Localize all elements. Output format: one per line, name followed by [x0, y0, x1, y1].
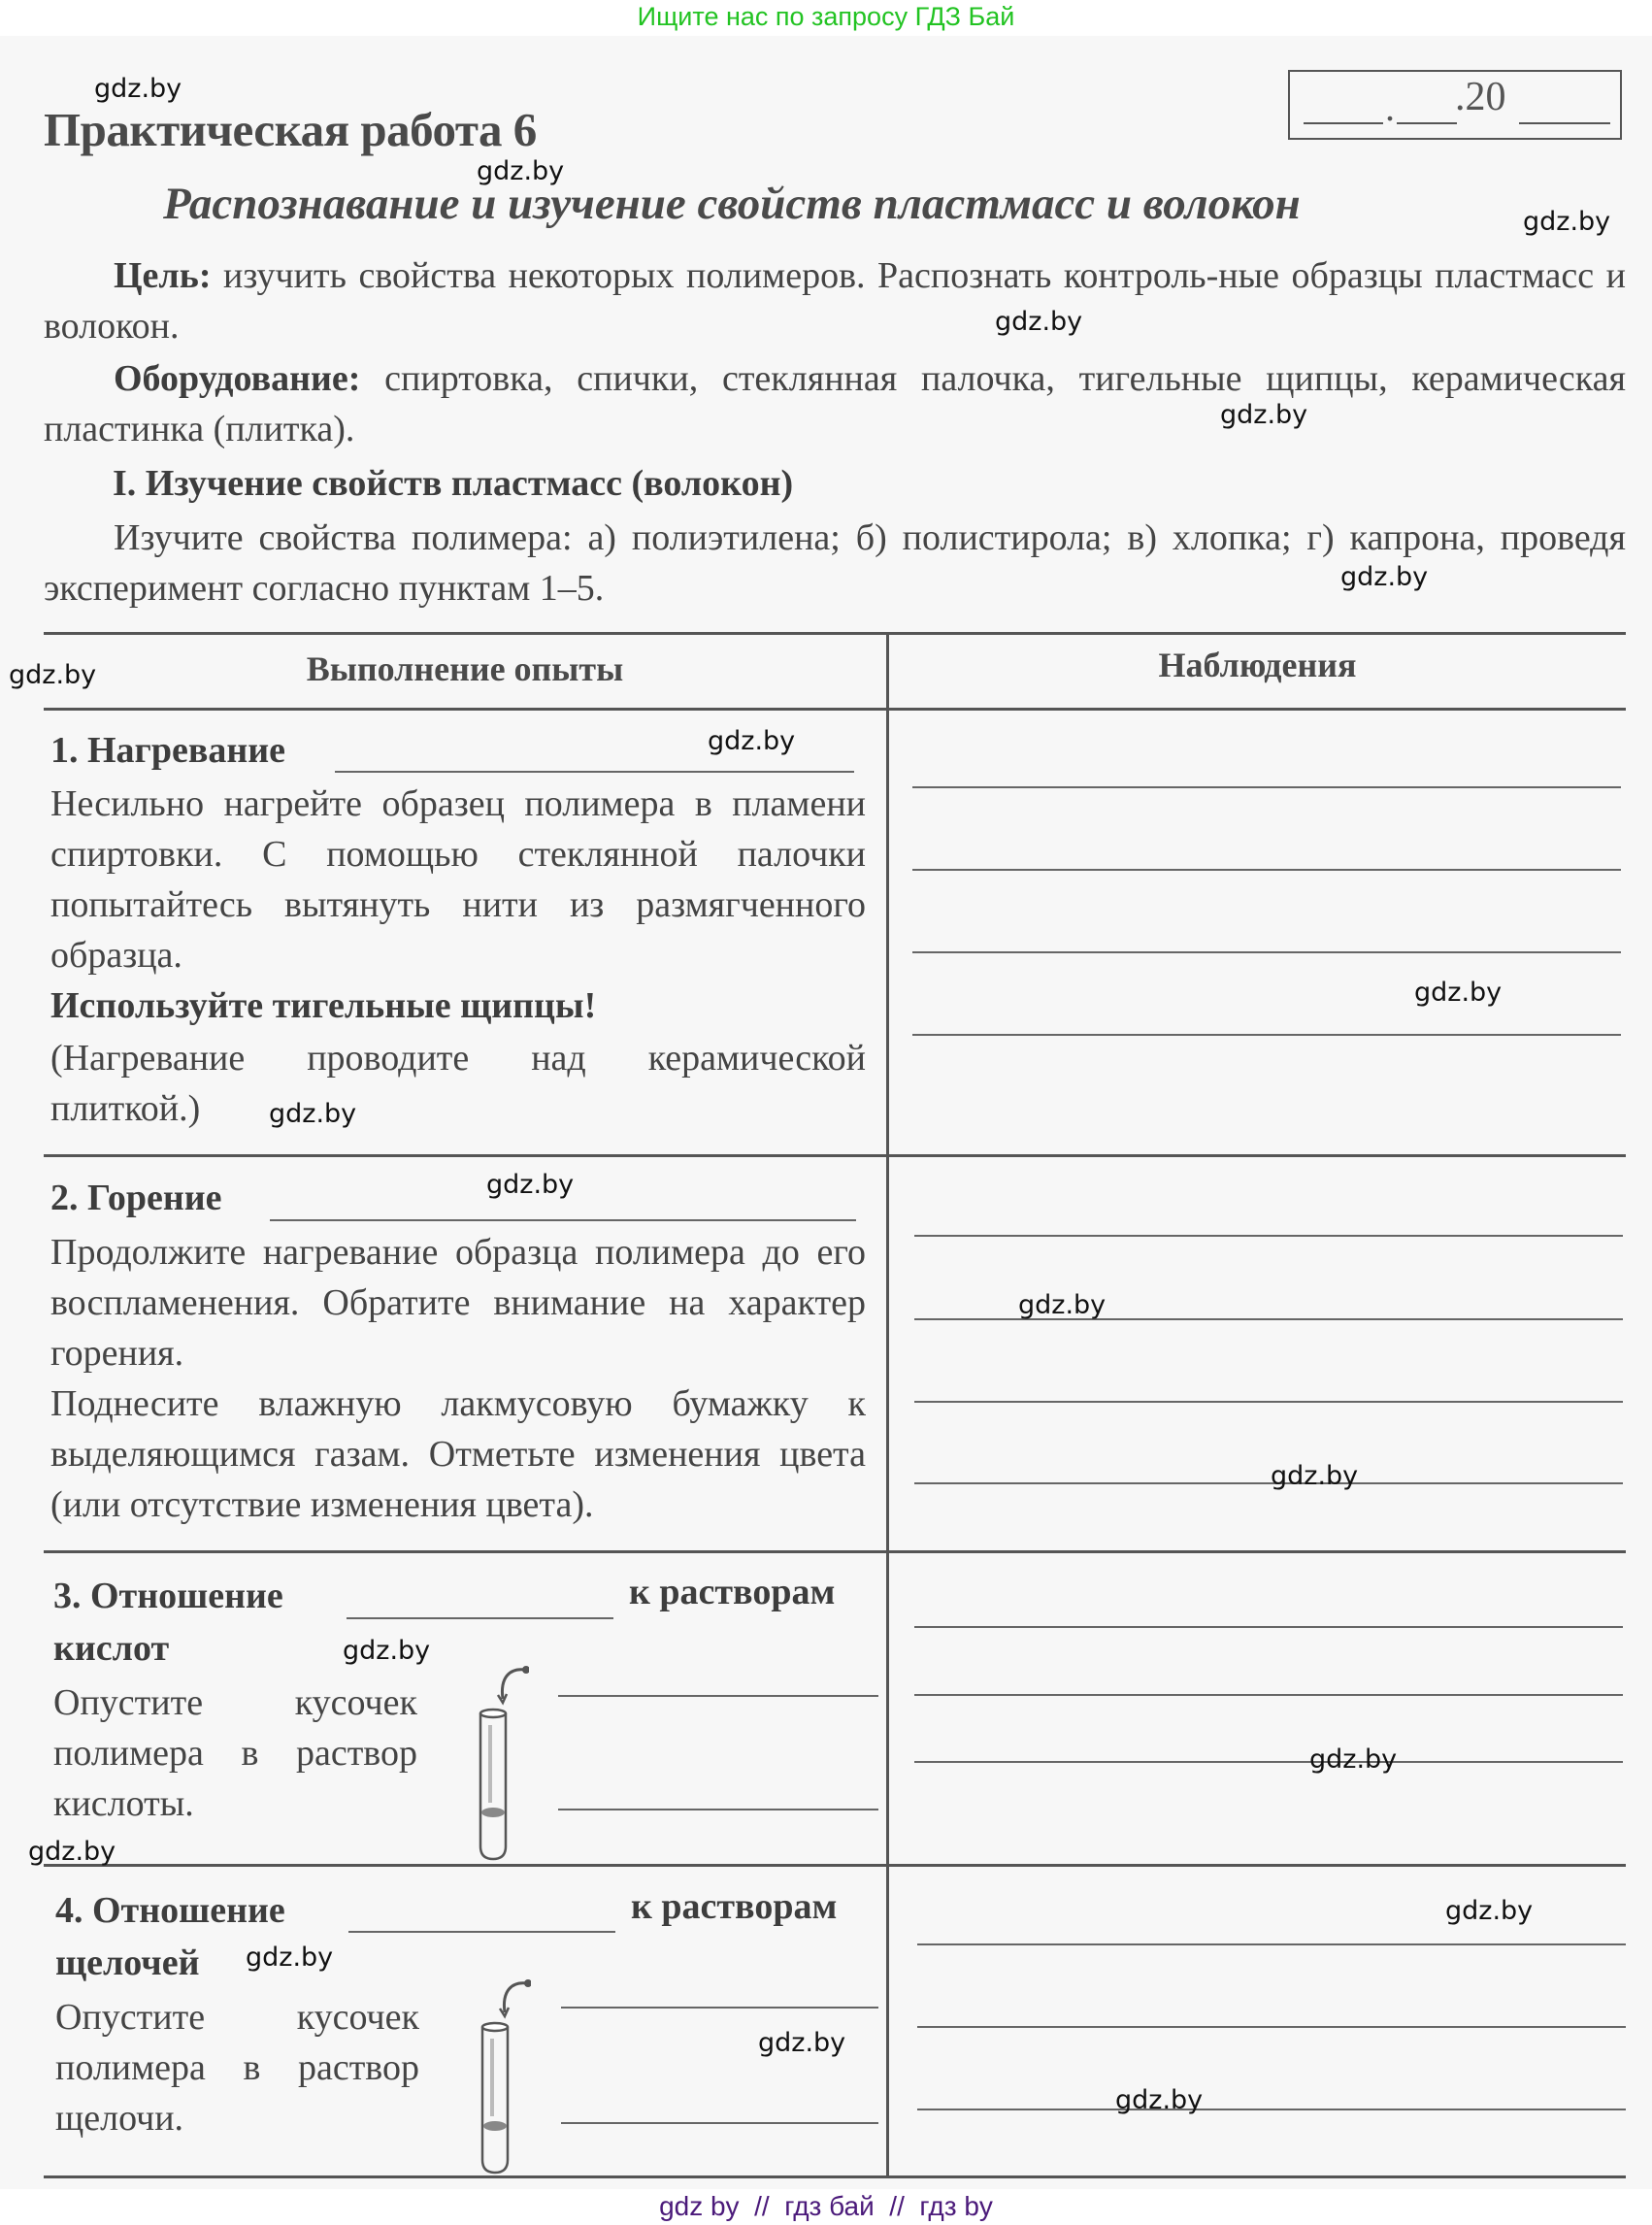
watermark: gdz.by	[1523, 207, 1611, 237]
observation-line[interactable]	[914, 1694, 1623, 1696]
date-box	[1288, 70, 1622, 140]
step-result-line[interactable]	[561, 2122, 878, 2124]
observation-line[interactable]	[914, 1401, 1623, 1403]
watermark: gdz.by	[343, 1636, 431, 1666]
watermark: gdz.by	[1271, 1461, 1359, 1491]
watermark: gdz.by	[9, 660, 97, 690]
step-instructions: Несильно нагрейте образец полимера в пламени спиртовки. С помощью стеклянной палочки попытайтесь вытянуть нити из размягченного образца.	[50, 783, 866, 976]
row-divider	[44, 1864, 1626, 1867]
watermark: gdz.by	[1414, 978, 1503, 1008]
search-banner	[0, 0, 1652, 36]
watermark: gdz.by	[995, 307, 1083, 337]
watermark: gdz.by	[708, 726, 796, 756]
date-day-field[interactable]	[1304, 122, 1383, 124]
step-instructions: Опустите кусочек полимера в раствор кислоты.	[53, 1682, 417, 1824]
watermark: gdz.by	[1340, 562, 1429, 592]
observation-line[interactable]	[914, 1626, 1623, 1628]
date-separator: .	[1385, 85, 1395, 129]
observation-line[interactable]	[917, 1943, 1626, 1945]
step-title: 2. Горение	[50, 1178, 222, 1218]
page-subtitle: Распознавание и изучение свойств пластмасс и волокон	[163, 179, 1301, 229]
step-answer-field[interactable]	[348, 1931, 615, 1933]
goal-label: Цель:	[114, 255, 212, 296]
observation-line[interactable]	[917, 2026, 1626, 2028]
step-title-line2: кислот	[53, 1628, 170, 1669]
column-header-observations: Наблюдения	[1158, 646, 1357, 684]
watermark: gdz.by	[94, 74, 182, 104]
step-title: 4. Отношение	[55, 1890, 285, 1931]
step-result-line[interactable]	[558, 1809, 878, 1810]
equipment-paragraph	[44, 353, 1626, 454]
watermark: gdz.by	[246, 1943, 334, 1973]
observation-line[interactable]	[914, 1235, 1623, 1237]
observation-line[interactable]	[914, 1482, 1623, 1484]
step-note: (Нагревание проводите над керамической плиткой.)	[50, 1038, 866, 1129]
footer-text: gdz by // гдз бай // гдз by	[659, 2191, 993, 2221]
date-month-field[interactable]	[1397, 122, 1457, 124]
watermark: gdz.by	[1115, 2085, 1204, 2115]
column-divider	[886, 632, 889, 2178]
watermark: gdz.by	[269, 1099, 357, 1129]
observation-line[interactable]	[912, 951, 1621, 953]
banner-text: Ищите нас по запросу ГДЗ Бай	[637, 2, 1015, 31]
equipment-label: Оборудование:	[114, 358, 361, 399]
observation-line[interactable]	[917, 2109, 1626, 2110]
section-heading: I. Изучение свойств пластмасс (волокон)	[113, 463, 794, 504]
site-footer	[0, 2189, 1652, 2225]
section-instructions: Изучите свойства полимера: а) полиэтилена; б) полистирола; в) хлопка; г) капрона, проведя эксперимент согласно пунктам 1–5.	[44, 517, 1626, 609]
watermark: gdz.by	[28, 1837, 116, 1867]
column-header-procedure: Выполнение опыты	[306, 649, 624, 688]
step-answer-field[interactable]	[270, 1219, 856, 1221]
observation-line[interactable]	[912, 786, 1621, 788]
watermark: gdz.by	[1445, 1896, 1534, 1926]
watermark: gdz.by	[1309, 1744, 1398, 1775]
table-top-rule	[44, 632, 1626, 635]
equipment-text: спиртовка, спички, стеклянная палочка, тигельные щипцы, керамическая пластинка (плитка).	[44, 358, 1626, 449]
step-instructions: Продолжите нагревание образца полимера до его воспламенения. Обратите внимание на характер горения.	[50, 1232, 866, 1374]
step-result-line[interactable]	[561, 2007, 878, 2009]
watermark: gdz.by	[758, 2028, 846, 2058]
step-instructions: Опустите кусочек полимера в раствор щелочи.	[55, 1997, 419, 2139]
step-answer-field[interactable]	[335, 771, 854, 773]
observation-line[interactable]	[912, 869, 1621, 871]
goal-text: изучить свойства некоторых полимеров. Распознать контроль-ные образцы пластмасс и волокон.	[44, 255, 1626, 347]
observation-line[interactable]	[914, 1761, 1623, 1763]
table-bottom-rule	[44, 2175, 1626, 2178]
observation-line[interactable]	[912, 1034, 1621, 1036]
row-divider	[44, 1154, 1626, 1157]
step-title: 1. Нагревание	[50, 730, 285, 771]
step-title-line2: щелочей	[55, 1943, 200, 1983]
watermark: gdz.by	[1220, 400, 1308, 430]
watermark: gdz.by	[486, 1170, 575, 1200]
watermark: gdz.by	[477, 156, 565, 186]
goal-paragraph	[44, 250, 1626, 351]
test-tube-icon	[473, 1976, 531, 2175]
step-title-suffix: к растворам	[631, 1886, 838, 1927]
table-header-rule	[44, 708, 1626, 711]
date-year-field[interactable]	[1519, 122, 1610, 124]
step-instructions: Поднесите влажную лакмусовую бумажку к выделяющимся газам. Отметьте изменения цвета (или отсутствие изменения цвета).	[50, 1383, 866, 1525]
step-answer-field[interactable]	[347, 1617, 613, 1619]
step-warning: Используйте тигельные щипцы!	[50, 985, 597, 1026]
date-year-prefix: .20	[1455, 75, 1506, 119]
row-divider	[44, 1550, 1626, 1553]
step-title-suffix: к растворам	[629, 1572, 836, 1612]
page-title: Практическая работа 6	[44, 103, 537, 156]
test-tube-icon	[471, 1662, 529, 1861]
step-title: 3. Отношение	[53, 1576, 283, 1616]
step-result-line[interactable]	[558, 1695, 878, 1697]
watermark: gdz.by	[1018, 1290, 1107, 1320]
